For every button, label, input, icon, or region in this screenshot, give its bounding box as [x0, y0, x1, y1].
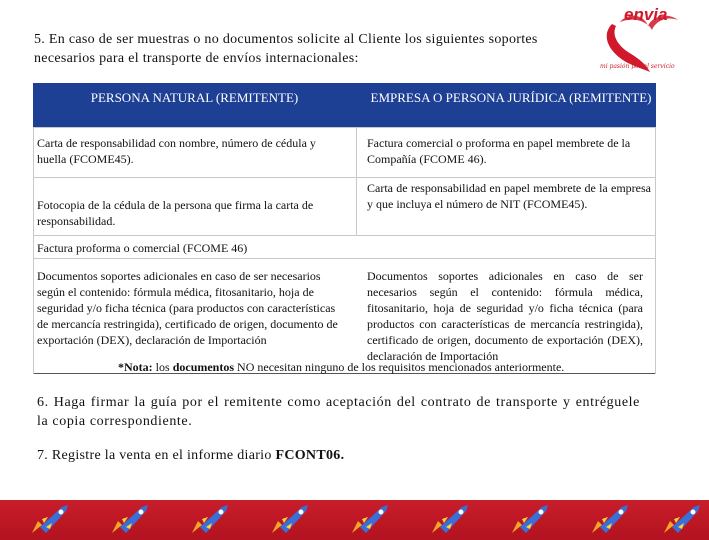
intro-paragraph	[34, 30, 579, 68]
note-bold-word: documentos	[172, 360, 235, 374]
row4-right-cell: Documentos soportes adicionales en caso de ser necesarios según el contenido: fórmula médica, fitosanitario, hoja de seguridad y/o ficha técnica (para productos con características de mercancía restringida), certificado de origen, documento de exportación (DEX), declaración de Importación	[367, 269, 643, 363]
rocket-icon	[188, 503, 234, 537]
intro-line-2: necesarios para el transporte de envíos internacionales:	[34, 51, 359, 66]
row4-left-cell: Documentos soportes adicionales en caso de ser necesarios según el contenido: fórmula médica, fitosanitario, hoja de seguridad y/o ficha técnica (para productos con características de mercancía restringida), certificado de origen, documento de exportación (DEX), declaración de Importación	[37, 269, 338, 347]
row2-left-cell: Fotocopia de la cédula de la persona que firma la carta de responsabilidad.	[37, 198, 314, 228]
rocket-icon	[348, 503, 394, 537]
header-natural-person: PERSONA NATURAL (REMITENTE)	[90, 90, 299, 105]
intro-line-1: 5. En caso de ser muestras o no documentos solicite al Cliente los siguientes soportes	[34, 32, 538, 47]
row-divider	[33, 127, 656, 128]
rocket-icon	[28, 503, 74, 537]
note-label: *Nota:	[118, 360, 153, 374]
row-divider	[33, 235, 656, 236]
table-header	[33, 83, 656, 127]
table-right-border	[655, 127, 656, 374]
row1-left-cell: Carta de responsabilidad con nombre, número de cédula y huella (FCOME45).	[37, 136, 316, 166]
table-note	[118, 360, 564, 374]
rocket-icon	[428, 503, 474, 537]
step-6: 6. Haga firmar la guía por el remitente como aceptación del contrato de transporte y entréguele la copia correspondiente.	[37, 395, 640, 429]
step-7-text: 7. Registre la venta en el informe diario	[37, 448, 276, 463]
note-pre: los	[155, 360, 170, 374]
logo-brand-text: envia	[624, 5, 668, 24]
envia-logo	[598, 4, 704, 74]
step-7-form-code: FCONT06.	[275, 448, 345, 463]
rocket-icon	[508, 503, 554, 537]
rocket-icon	[588, 503, 634, 537]
footer-banner	[0, 500, 709, 540]
row1-right-cell: Factura comercial o proforma en papel membrete de la Compañía (FCOME 46).	[367, 136, 631, 166]
requirements-table	[33, 83, 656, 374]
step-7	[37, 446, 344, 465]
row-divider	[33, 258, 656, 259]
rocket-icon	[268, 503, 314, 537]
column-divider	[356, 127, 357, 235]
row2-right-cell: Carta de responsabilidad en papel membrete de la empresa y que incluya el número de NIT (FCOME45).	[367, 181, 651, 211]
table-left-border	[33, 127, 34, 374]
note-post: NO necesitan ninguno de los requisitos mencionados anteriormente.	[237, 360, 565, 374]
row-divider	[33, 177, 656, 178]
rocket-icon	[108, 503, 154, 537]
rocket-icon	[660, 503, 706, 537]
header-company: EMPRESA O PERSONA JURÍDICA (REMITENTE)	[370, 90, 652, 105]
row3-cell: Factura proforma o comercial (FCOME 46)	[37, 241, 248, 255]
logo-slogan-text: mi pasión por el servicio	[600, 63, 675, 70]
logo-heart-icon	[598, 4, 704, 74]
